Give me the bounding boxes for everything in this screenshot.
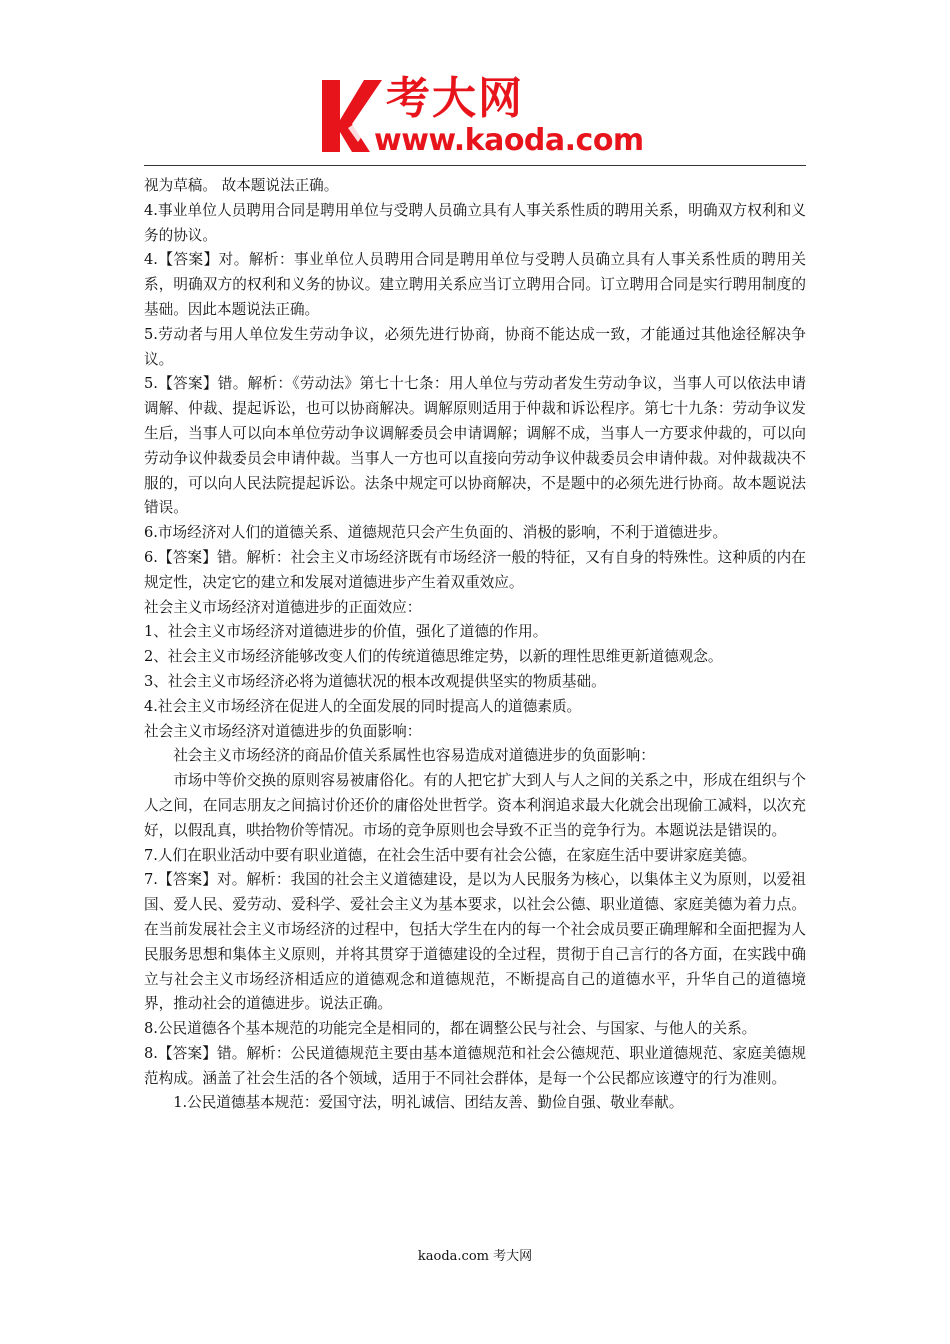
paragraph: 2、社会主义市场经济能够改变人们的传统道德思维定势，以新的理性思维更新道德观念。 <box>144 648 723 666</box>
paragraph: 4.【答案】对。解析：事业单位人员聘用合同是聘用单位与受聘人员确立具有人事关系性质的聘用关系，明确双方的权利和义务的协议。建立聘用关系应当订立聘用合同。订立聘用合同是实行聘用制度的基础。因此本题说法正确。 <box>144 251 806 318</box>
logo-chinese-name: 考大网 <box>386 73 524 124</box>
kaoda-logo[interactable] <box>318 74 648 160</box>
paragraph: 3、社会主义市场经济必将为道德状况的根本改观提供坚实的物质基础。 <box>144 672 606 690</box>
paragraph: 5.【答案】错。解析：《劳动法》第七十七条：用人单位与劳动者发生劳动争议，当事人可以依法申请调解、仲裁、提起诉讼，也可以协商解决。调解原则适用于仲裁和诉讼程序。第七十九条：劳动争议发生后，当事人可以向本单位劳动争议调解委员会申请调解；调解不成，当事人一方要求仲裁的，可以向劳动争议仲裁委员会申请仲裁。当事人一方也可以直接向劳动争议仲裁委员会申请仲裁。对仲裁裁决不服的，可以向人民法院提起诉讼。法条中规定可以协商解决，不是题中的必须先进行协商。故本题说法错误。 <box>144 375 806 517</box>
page-footer: kaoda.com 考大网 <box>417 1249 533 1264</box>
k-logo-icon <box>318 76 382 156</box>
paragraph: 5.劳动者与用人单位发生劳动争议，必须先进行协商，协商不能达成一致，才能通过其他途径解决争议。 <box>144 325 806 368</box>
paragraph: 1、社会主义市场经济对道德进步的价值，强化了道德的作用。 <box>144 623 548 641</box>
paragraph: 8.【答案】错。解析：公民道德规范主要由基本道德规范和社会公德规范、职业道德规范、家庭美德规范构成。涵盖了社会生活的各个领域，适用于不同社会群体，是每一个公民都应该遵守的行为准则。 <box>144 1044 806 1087</box>
document-body <box>144 174 806 1116</box>
paragraph: 8.公民道德各个基本规范的功能完全是相同的，都在调整公民与社会、与国家、与他人的关系。 <box>144 1020 757 1038</box>
paragraph: 6.【答案】错。解析：社会主义市场经济既有市场经济一般的特征，又有自身的特殊性。这种质的内在规定性，决定它的建立和发展对道德进步产生着双重效应。 <box>144 548 806 591</box>
page-header <box>144 74 806 166</box>
paragraph: 社会主义市场经济的商品价值关系属性也容易造成对道德进步的负面影响： <box>173 747 655 765</box>
paragraph: 社会主义市场经济对道德进步的正面效应： <box>144 598 422 616</box>
paragraph: 4.社会主义市场经济在促进人的全面发展的同时提高人的道德素质。 <box>144 697 582 715</box>
paragraph: 6.市场经济对人们的道德关系、道德规范只会产生负面的、消极的影响，不利于道德进步。 <box>144 524 728 542</box>
logo-url: www.kaoda.com <box>374 123 644 158</box>
paragraph: 7.人们在职业活动中要有职业道德，在社会生活中要有社会公德，在家庭生活中要讲家庭美德。 <box>144 846 757 864</box>
paragraph: 社会主义市场经济对道德进步的负面影响： <box>144 722 422 740</box>
paragraph: 1.公民道德基本规范：爱国守法，明礼诚信、团结友善、勤俭自强、敬业奉献。 <box>173 1094 684 1112</box>
header-divider <box>144 165 806 166</box>
paragraph: 视为草稿。 故本题说法正确。 <box>144 177 339 194</box>
paragraph: 7.【答案】对。解析：我国的社会主义道德建设，是以为人民服务为核心，以集体主义为原则，以爱祖国、爱人民、爱劳动、爱科学、爱社会主义为基本要求，以社会公德、职业道德、家庭美德为着力点。在当前发展社会主义市场经济的过程中，包括大学生在内的每一个社会成员要正确理解和全面把握为人民服务思想和集体主义原则，并将其贯穿于道德建设的全过程，贯彻于自己言行的各方面，在实践中确立与社会主义市场经济相适应的道德观念和道德规范，不断提高自己的道德水平，升华自己的道德境界，推动社会的道德进步。说法正确。 <box>144 871 806 1013</box>
paragraph: 市场中等价交换的原则容易被庸俗化。有的人把它扩大到人与人之间的关系之中，形成在组织与个人之间，在同志朋友之间搞讨价还价的庸俗处世哲学。资本利润追求最大化就会出现偷工减料，以次充好，以假乱真，哄抬物价等情况。市场的竞争原则也会导致不正当的竞争行为。本题说法是错误的。 <box>144 772 806 839</box>
paragraph: 4.事业单位人员聘用合同是聘用单位与受聘人员确立具有人事关系性质的聘用关系，明确双方权利和义务的协议。 <box>144 201 806 244</box>
